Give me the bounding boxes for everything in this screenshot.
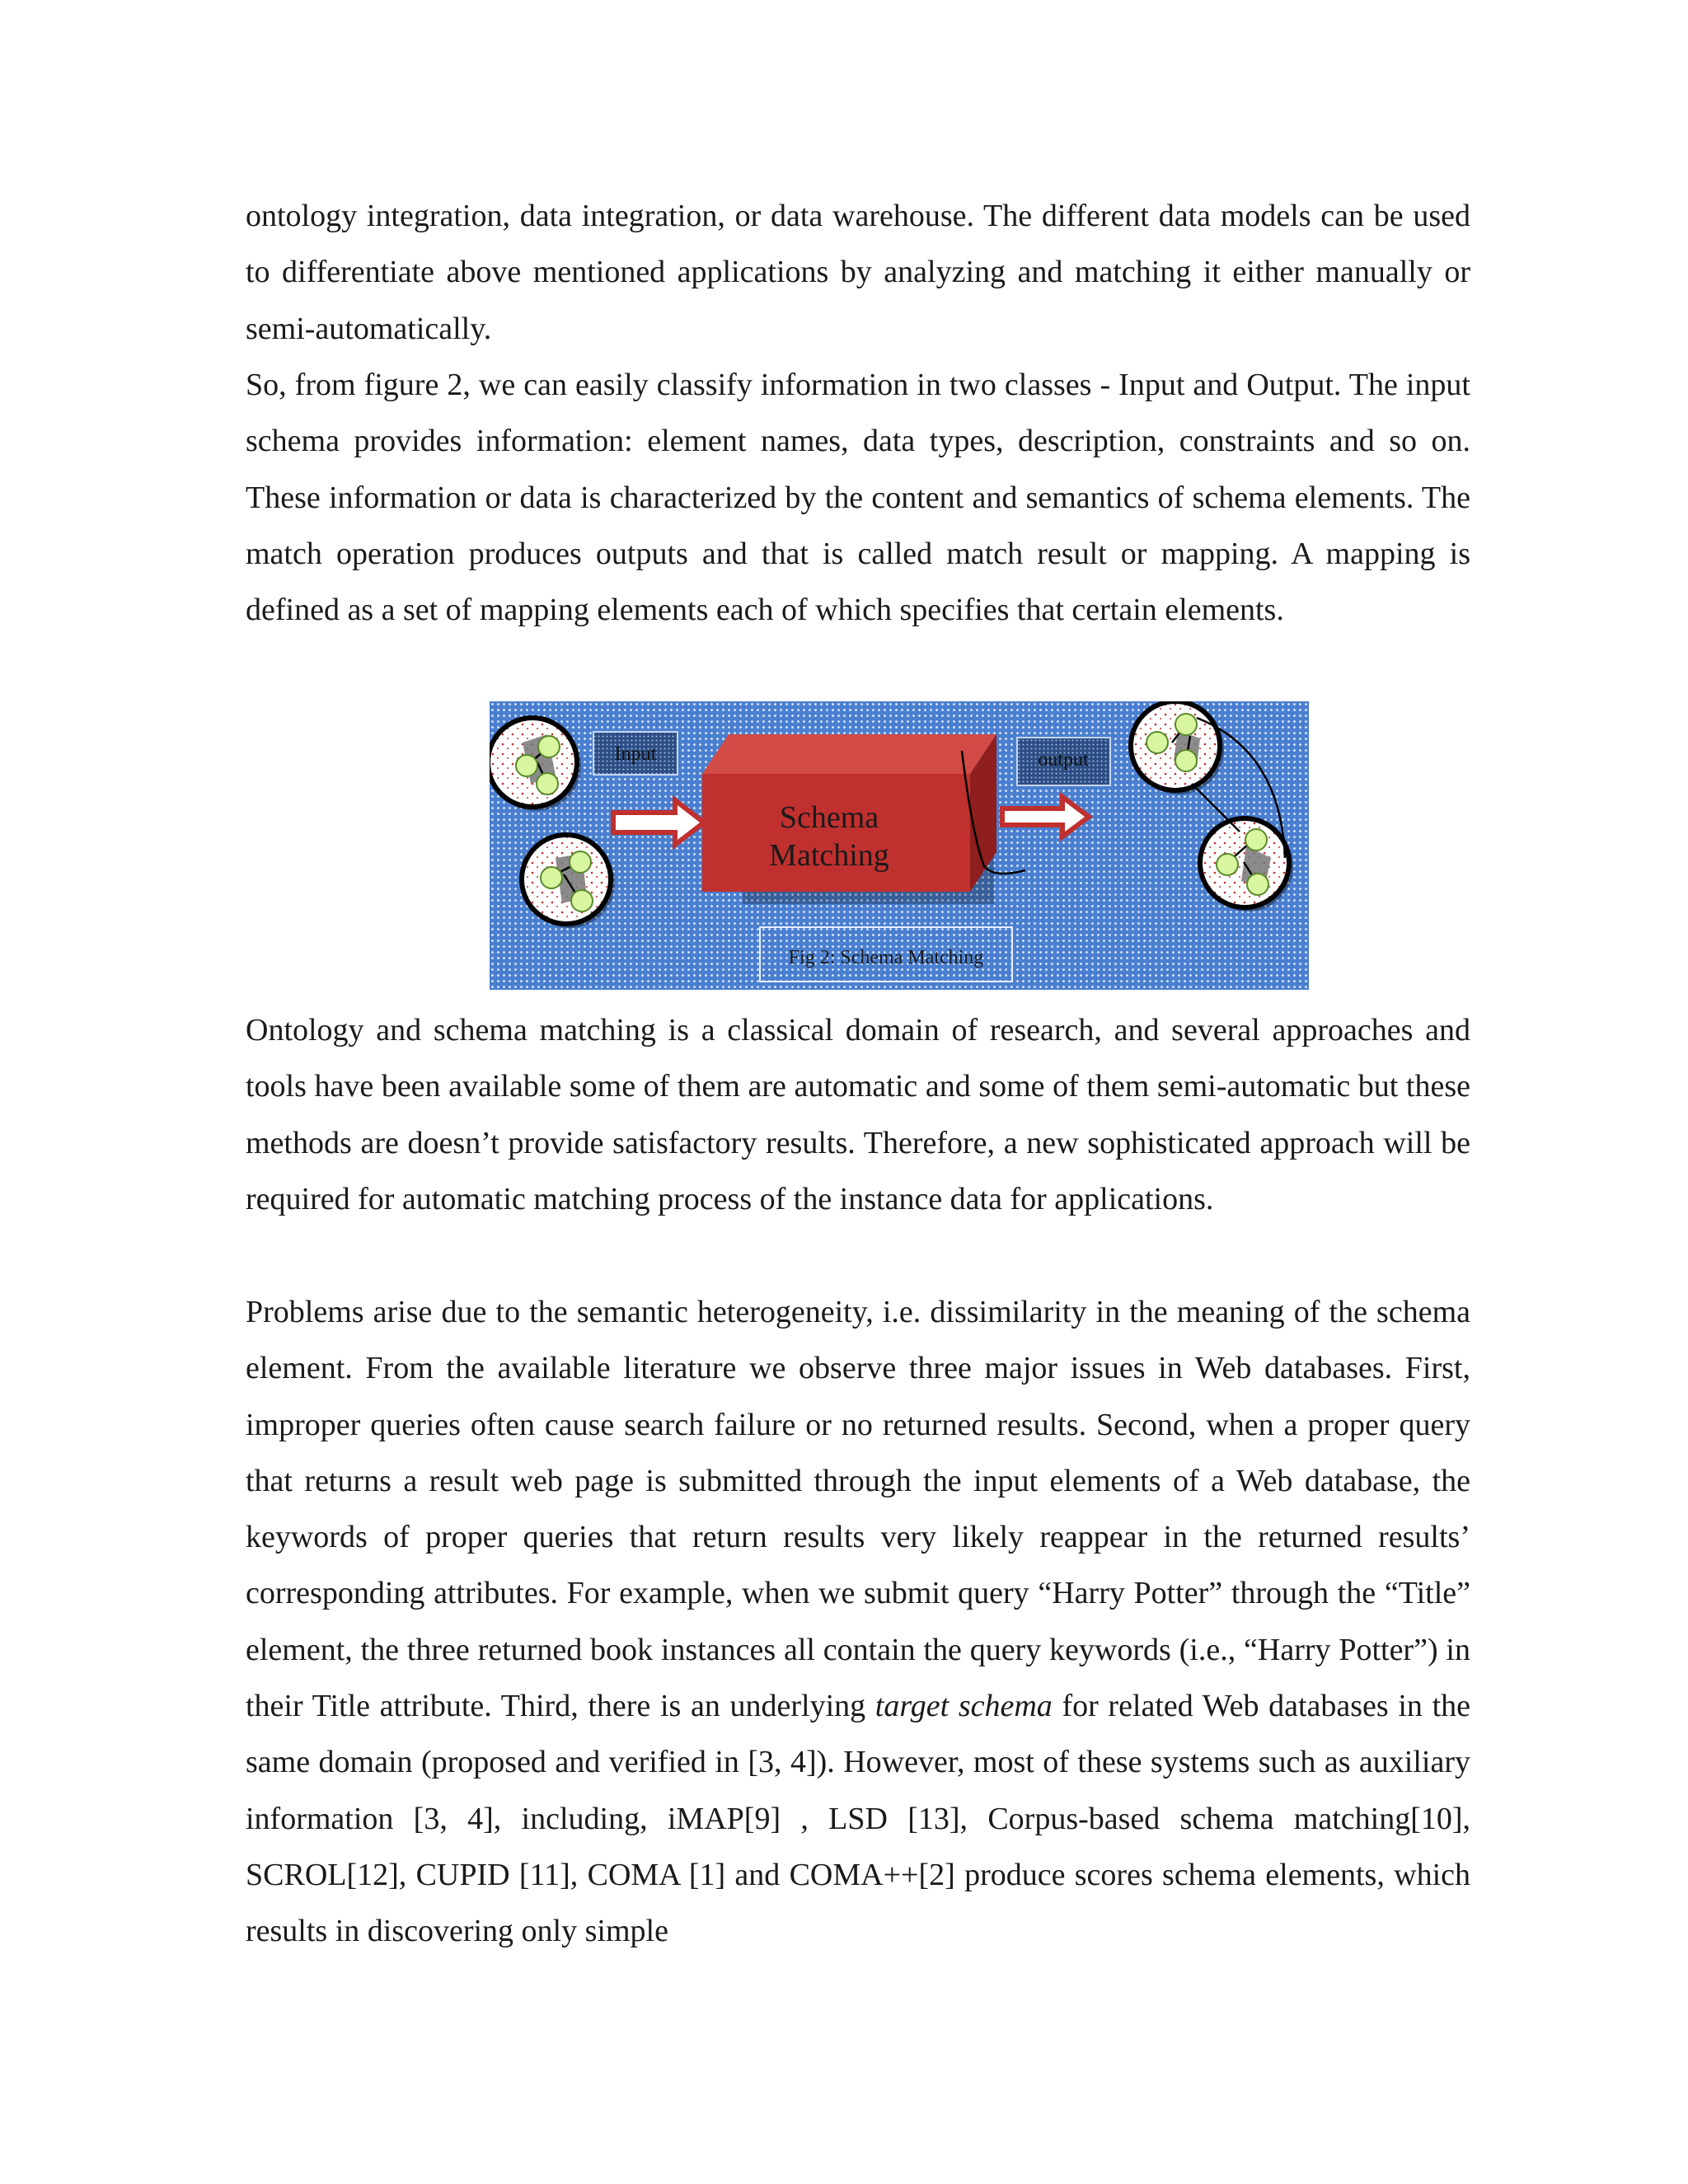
figure-schema-matching xyxy=(490,701,1309,990)
output-schema-cluster-1 xyxy=(1131,701,1224,794)
input-label: Input xyxy=(614,743,657,765)
output-label: output xyxy=(1038,749,1089,771)
paragraph-4 xyxy=(246,1284,1470,1960)
schema-matching-line-2: Matching xyxy=(769,838,889,873)
emphasis-target-schema: target schema xyxy=(874,1689,1053,1724)
input-schema-cluster-2 xyxy=(522,835,615,928)
figure-caption: Fig 2: Schema Matching xyxy=(788,947,984,968)
paragraph-4-text-b: for related Web databases in the same domain (proposed and verified in [3, 4]). However, most of these systems such as auxiliary information [3, 4], including, iMAP[9] , LSD [13], Corpus-based schema matching[10], SCROL[12], CUPID [11], COMA [1] and COMA++[2] produce scores schema elements, which results in discovering only simple xyxy=(246,1689,1470,1949)
paragraph-2: So, from figure 2, we can easily classify information in two classes - Input and Output. The input schema provides information: element names, data types, description, constraints and so on. These information or data is characterized by the content and semantics of schema elements. The match operation produces outputs and that is called match result or mapping. A mapping is defined as a set of mapping elements each of which specifies that certain elements. xyxy=(246,368,1470,628)
schema-matching-diagram xyxy=(490,701,1309,990)
paragraph-4-text-a: Problems arise due to the semantic heterogeneity, i.e. dissimilarity in the meaning of the schema element. From the available literature we observe three major issues in Web databases. First, improper queries often cause search failure or no returned results. Second, when a proper query that returns a result web page is submitted through the input elements of a Web database, the keywords of proper queries that return results very likely reappear in the returned results’ corresponding attributes. For example, when we submit query “Harry Potter” through the “Title” element, the three returned book instances all contain the query keywords (i.e., “Harry Potter”) in their Title attribute. Third, there is an underlying xyxy=(246,1295,1470,1724)
paragraph-3: Ontology and schema matching is a classical domain of research, and several approaches and tools have been available some of them are automatic and some of them semi-automatic but these methods are doesn’t provide satisfactory results. Therefore, a new sophisticated approach will be required for automatic matching process of the instance data for applications. xyxy=(246,1013,1470,1216)
output-schema-cluster-2 xyxy=(1200,818,1293,912)
schema-matching-line-1: Schema xyxy=(779,800,879,835)
paragraph-1: ontology integration, data integration, or data warehouse. The different data models can be used to differentiate above mentioned applications by analyzing and matching it either manually or semi-automatically. xyxy=(246,199,1470,346)
input-schema-cluster-1 xyxy=(490,718,581,811)
